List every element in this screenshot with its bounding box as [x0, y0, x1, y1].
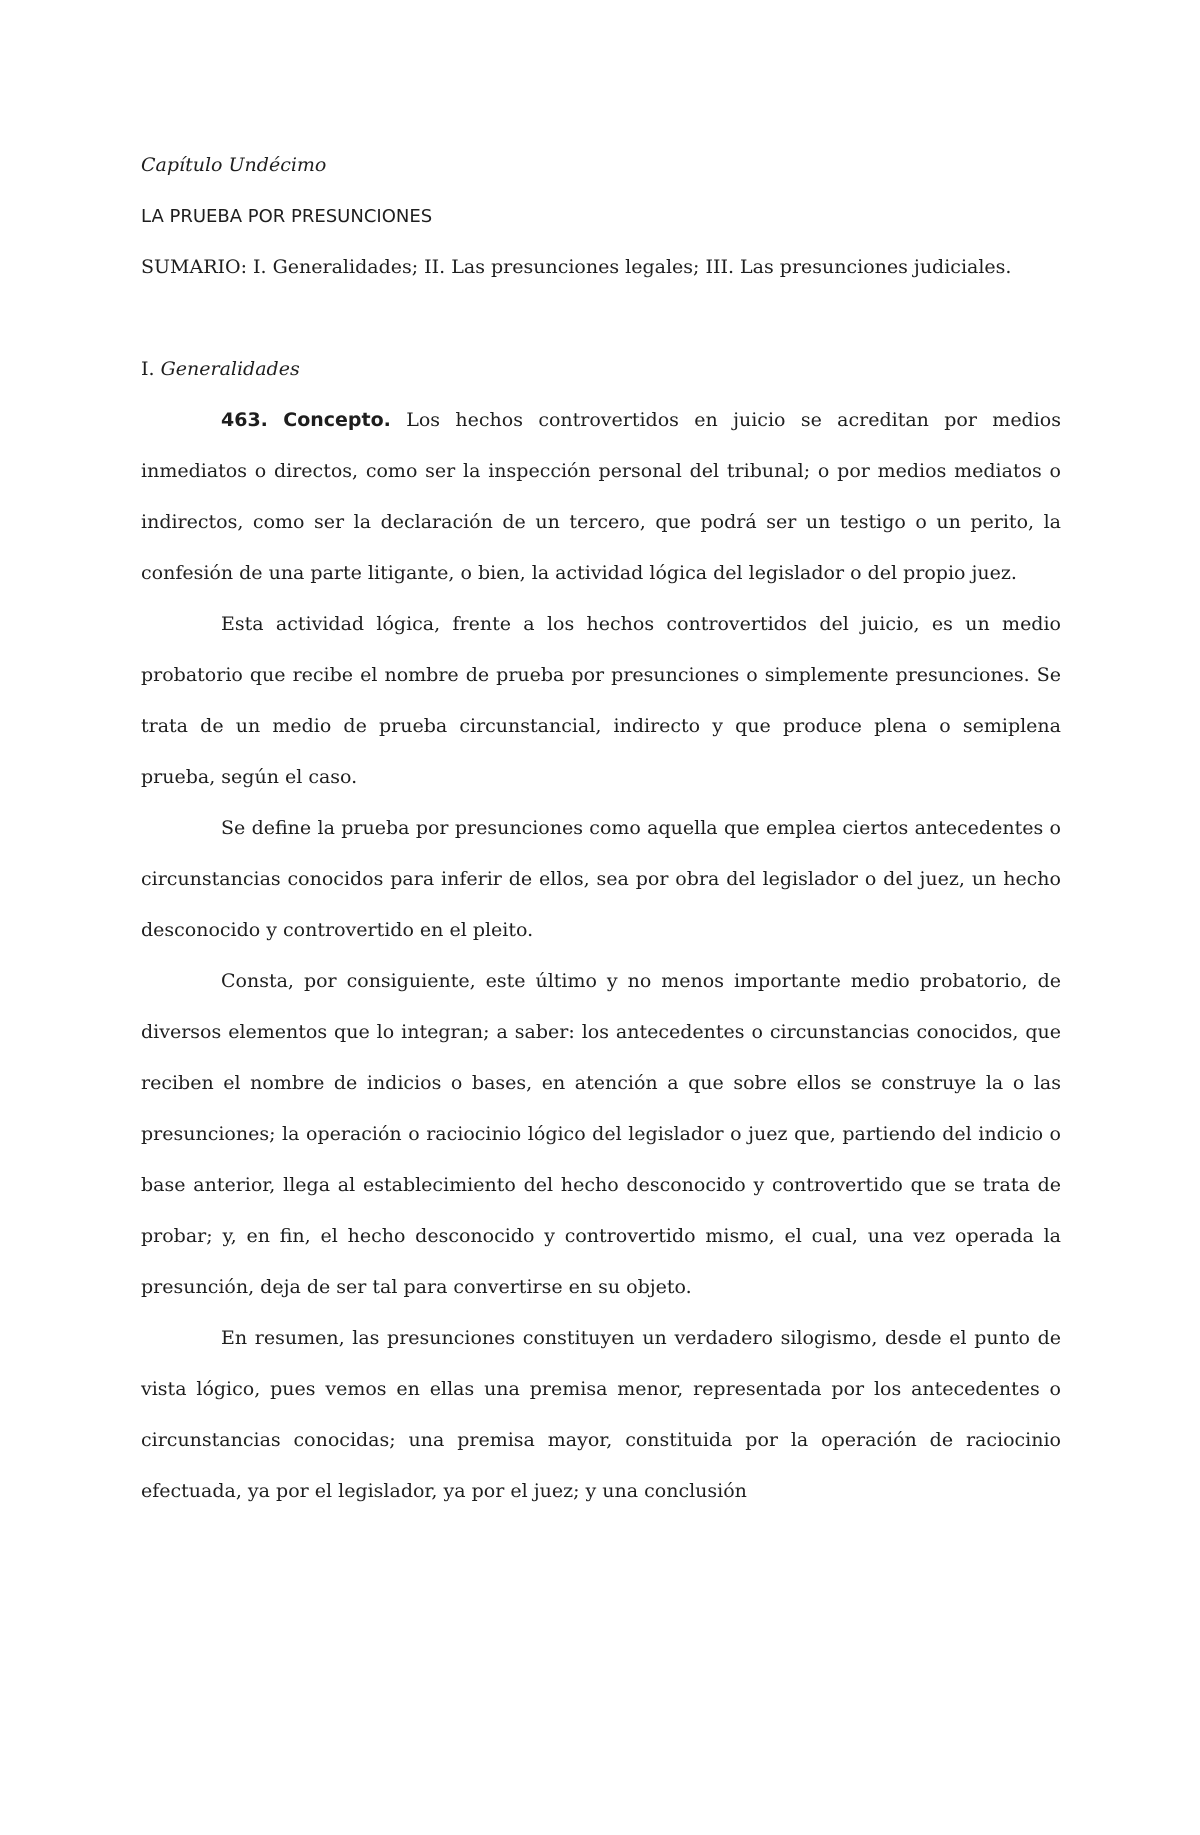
paragraph: Se define la prueba por presunciones como aquella que emplea ciertos antecedentes o circunstancias conocidos para inferir de ellos, sea por obra del legislador o del juez, un hecho desconocido y controvertido en el pleito.: [141, 817, 1061, 941]
paragraph-text: Los hechos controvertidos en juicio se acreditan por medios inmediatos o directos, como ser la inspección personal del tribunal; o por medios mediatos o indirectos, como ser la declaración de un tercero, que podrá ser un testigo o un perito, la confesión de una parte litigante, o bien, la actividad lógica del legislador o del propio juez.: [141, 409, 1061, 584]
document-page: [141, 140, 1061, 1517]
section-heading: [141, 344, 1061, 395]
chapter-summary: SUMARIO: I. Generalidades; II. Las presunciones legales; III. Las presunciones judiciales.: [141, 256, 1012, 278]
section-number: I.: [141, 358, 155, 380]
section-title: Generalidades: [160, 358, 300, 380]
chapter-title: LA PRUEBA POR PRESUNCIONES: [141, 206, 433, 227]
paragraph-label: Concepto.: [283, 409, 391, 431]
paragraph-concepto: [141, 395, 1061, 599]
chapter-label: Capítulo Undécimo: [141, 154, 327, 176]
paragraph: Esta actividad lógica, frente a los hechos controvertidos del juicio, es un medio probatorio que recibe el nombre de prueba por presunciones o simplemente presunciones. Se trata de un medio de prueba circunstancial, indirecto y que produce plena o semiplena prueba, según el caso.: [141, 613, 1061, 788]
paragraph: Consta, por consiguiente, este último y no menos importante medio probatorio, de diversos elementos que lo integran; a saber: los antecedentes o circunstancias conocidos, que reciben el nombre de indicios o bases, en atención a que sobre ellos se construye la o las presunciones; la operación o raciocinio lógico del legislador o juez que, partiendo del indicio o base anterior, llega al establecimiento del hecho desconocido y controvertido que se trata de probar; y, en fin, el hecho desconocido y controvertido mismo, el cual, una vez operada la presunción, deja de ser tal para convertirse en su objeto.: [141, 970, 1061, 1298]
paragraph: En resumen, las presunciones constituyen un verdadero silogismo, desde el punto de vista lógico, pues vemos en ellas una premisa menor, representada por los antecedentes o circunstancias conocidas; una premisa mayor, constituida por la operación de raciocinio efectuada, ya por el legislador, ya por el juez; y una conclusión: [141, 1327, 1061, 1502]
paragraph-number: 463.: [221, 409, 268, 431]
